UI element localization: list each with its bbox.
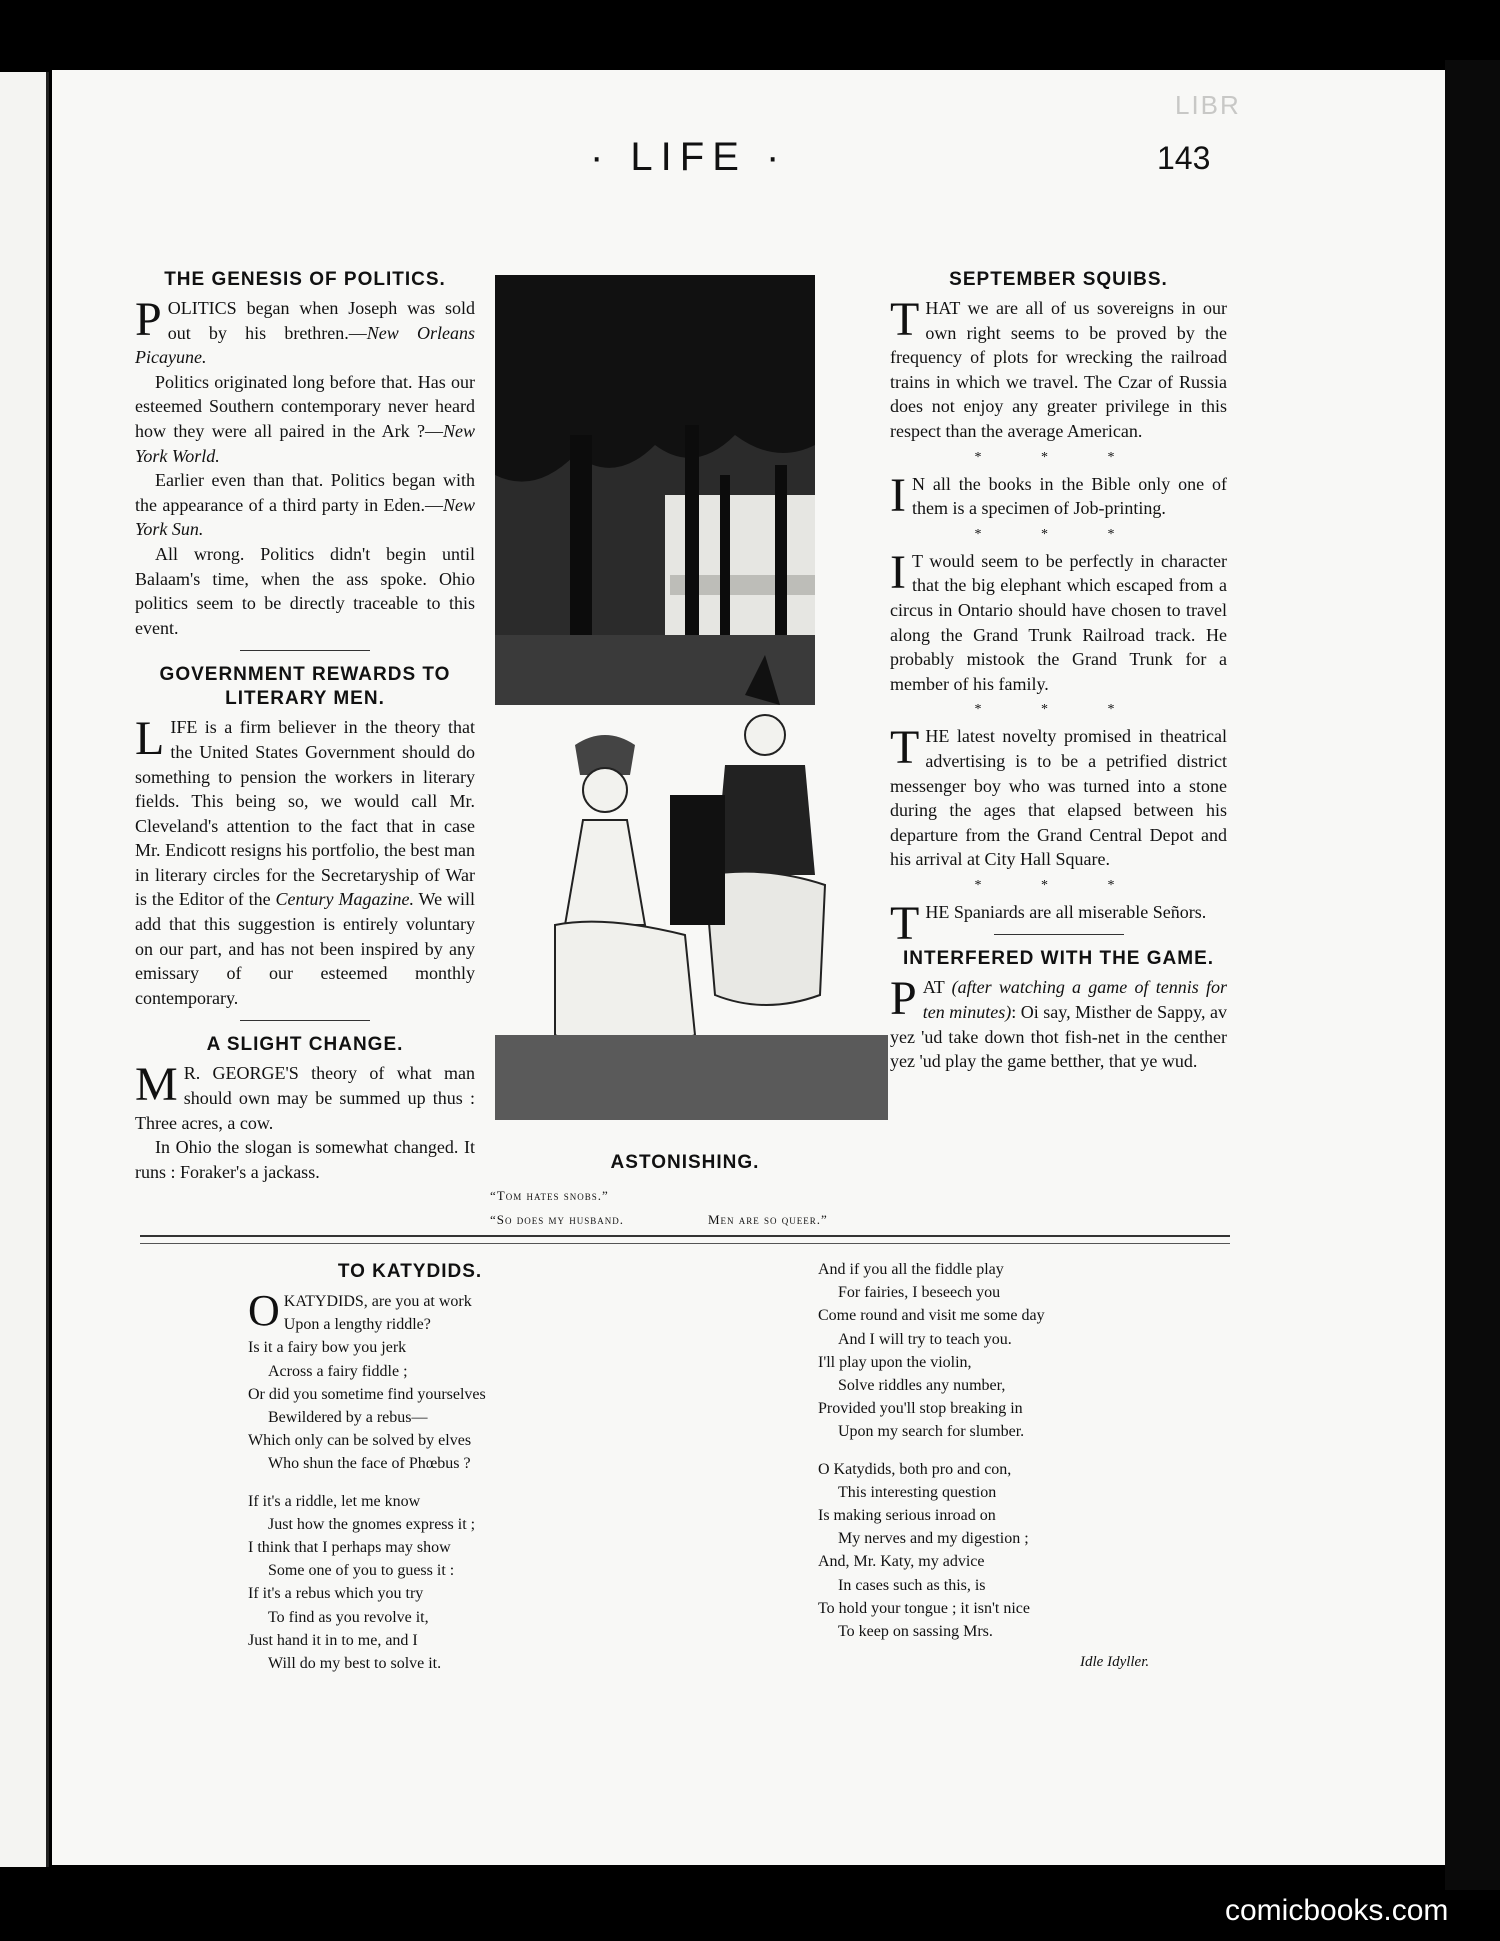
library-stamp: LIBR xyxy=(1175,90,1241,120)
site-watermark: comicbooks.com xyxy=(1225,1894,1449,1927)
poem-line: Will do my best to solve it. xyxy=(268,1655,442,1673)
poem-line: To hold your tongue ; it isn't nice xyxy=(818,1599,1030,1617)
star-separator: * * * xyxy=(974,702,1143,718)
poem-signature: Idle Idyller. xyxy=(1080,1654,1150,1670)
genesis-p3: Earlier even than that. Politics began with the appearance of a third party in Eden.—New York Sun. xyxy=(135,470,475,540)
right-column xyxy=(890,268,1227,1074)
previous-page-edge xyxy=(0,72,49,1867)
divider xyxy=(994,934,1124,935)
poem-right-column xyxy=(818,1258,1045,1643)
squibs-title: SEPTEMBER SQUIBS. xyxy=(949,269,1168,290)
poem-line: Solve riddles any number, xyxy=(838,1377,1006,1395)
poem-left-column xyxy=(248,1286,486,1675)
poem-line: For fairies, I beseech you xyxy=(838,1284,1001,1302)
poem-line: I'll play upon the violin, xyxy=(818,1353,972,1371)
change-p1: M R. GEORGE'S theory of what man should own may be summed up thus : Three acres, a cow. xyxy=(135,1058,475,1133)
rewards-title: GOVERNMENT REWARDS TO LITERARY MEN. xyxy=(159,664,451,710)
poem-line: To keep on sassing Mrs. xyxy=(838,1623,993,1641)
squib-1: THAT we are all of us sovereigns in our own right seems to be proved by the frequency of plots for wrecking the railroad trains in which we travel. The Czar of Russia does not enjoy any greater privilege in this respect than the average American. xyxy=(890,293,1227,441)
poem-line: Is making serious inroad on xyxy=(818,1507,996,1525)
poem-line: Or did you sometime find yourselves xyxy=(248,1385,486,1403)
poem-line: Just hand it in to me, and I xyxy=(248,1631,418,1649)
section-rule-thin xyxy=(140,1243,1230,1244)
rewards-body: LIFE is a firm believer in the theory that the United States Government should do something to pension the workers in literary fields. This being so, we would call Mr. Cleveland's attention to the fact that in case Mr. Endicott resigns his portfolio, the best man in literary circles for the Secretaryship of War is the Editor of the Century Magazine. We will add that this suggestion is entirely voluntary on our part, and has not been inspired by any emissary of our esteemed monthly contemporary. xyxy=(135,712,475,1008)
poem-line: O KATYDIDS, are you at work xyxy=(248,1286,472,1335)
star-separator: * * * xyxy=(974,526,1143,542)
squib-5: THE Spaniards are all miserable Señors. xyxy=(890,896,1207,950)
poem-line: If it's a rebus which you try xyxy=(248,1585,424,1603)
poem-line xyxy=(818,1444,1045,1458)
poem-line: Who shun the face of Phœbus ? xyxy=(268,1455,471,1473)
poem-dropcap: O xyxy=(248,1286,280,1335)
poem-line: To find as you revolve it, xyxy=(268,1608,429,1626)
poem-line: I think that I perhaps may show xyxy=(248,1539,451,1557)
poem-line: And, Mr. Katy, my advice xyxy=(818,1553,985,1571)
caption-line-3: Men are so queer.” xyxy=(708,1212,828,1227)
genesis-p2: Politics originated long before that. Has our esteemed Southern contemporary never heard how they were all paired in the Ark ?—New York World. xyxy=(135,371,475,466)
game-title: INTERFERED WITH THE GAME. xyxy=(902,948,1215,970)
poem-line: Just how the gnomes express it ; xyxy=(268,1515,476,1533)
poem-line: In cases such as this, is xyxy=(838,1576,986,1594)
genesis-title: THE GENESIS OF POLITICS. xyxy=(164,269,446,290)
masthead: · LIFE · xyxy=(590,135,788,179)
change-p2: In Ohio the slogan is somewhat changed. It runs : Foraker's a jackass. xyxy=(135,1137,475,1182)
divider xyxy=(240,650,370,651)
squib-2: I N all the books in the Bible only one of them is a specimen of Job-printing. xyxy=(890,468,1227,522)
poem-line: If it's a riddle, let me know xyxy=(248,1492,421,1510)
poem-line: Come round and visit me some day xyxy=(818,1307,1045,1325)
two-ladies-illustration xyxy=(495,275,888,1120)
poem-line: Provided you'll stop breaking in xyxy=(818,1400,1023,1418)
poem-line: Is it a fairy bow you jerk xyxy=(248,1339,407,1357)
star-separator: * * * xyxy=(974,877,1143,893)
poem-line: Bewildered by a rebus— xyxy=(268,1409,428,1427)
poem-line: This interesting question xyxy=(838,1483,997,1501)
poem-line: My nerves and my digestion ; xyxy=(838,1530,1029,1548)
genesis-p4: All wrong. Politics didn't begin until Balaam's time, when the ass spoke. Ohio politics seem to be directly traceable to this event. xyxy=(135,543,475,638)
poem-line: And if you all the fiddle play xyxy=(818,1261,1004,1278)
page-edge-shadow xyxy=(1445,60,1500,1890)
page-number: 143 xyxy=(1157,140,1211,176)
poem-line xyxy=(248,1476,486,1490)
poem-line: And I will try to teach you. xyxy=(838,1330,1012,1348)
poem-line: Upon a lengthy riddle? xyxy=(283,1316,431,1334)
left-column xyxy=(135,268,475,1184)
caption-line-2: “So does my husband. xyxy=(490,1212,625,1227)
caption-line-1: “Tom hates snobs.” xyxy=(490,1188,609,1203)
poem-title: TO KATYDIDS. xyxy=(337,1261,483,1282)
poem-line: Upon my search for slumber. xyxy=(838,1423,1025,1441)
squib-3: I T would seem to be perfectly in character that the big elephant which escaped from a circus in Ontario should have chosen to travel along the Grand Trunk Railroad track. He probably mistook the Grand Trunk for a member of his family. xyxy=(890,545,1227,694)
poem-line: Across a fairy fiddle ; xyxy=(268,1362,408,1380)
poem-line: O Katydids, both pro and con, xyxy=(818,1460,1012,1478)
poem-line: Some one of you to guess it : xyxy=(268,1562,455,1580)
illustration-caption-title: ASTONISHING. xyxy=(610,1152,760,1173)
squib-4: THE latest novelty promised in theatrical advertising is to be a petrified district messenger boy who was turned into a stone during the ages that elapsed between his departure from the Grand Central Depot and his arrival at City Hall Square. xyxy=(890,721,1227,870)
star-separator: * * * xyxy=(974,449,1143,465)
divider xyxy=(240,1020,370,1021)
lawn xyxy=(495,1035,888,1120)
poem-line: Which only can be solved by elves xyxy=(248,1432,472,1450)
section-rule xyxy=(140,1235,1230,1237)
genesis-p1: POLITICS began when Joseph was sold out by his brethren.—New Orleans Picayune. xyxy=(135,293,475,368)
change-title: A SLIGHT CHANGE. xyxy=(206,1034,404,1056)
game-body: PAT (after watching a game of tennis for ten minutes): Oi say, Misther de Sappy, av yez 'ud take down thot fish-net in the centher yez 'ud play the game betther, that ye wud. xyxy=(890,972,1227,1072)
